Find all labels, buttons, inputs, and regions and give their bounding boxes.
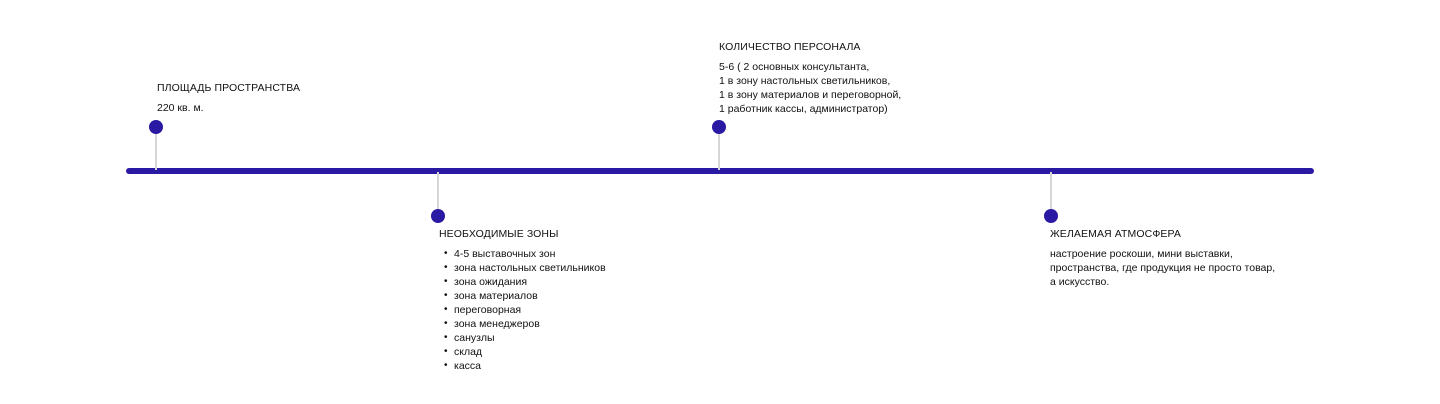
milestone-atmosphere [1050,227,1275,289]
zones-list [439,247,606,373]
bullet-icon: • [444,290,448,301]
list-item-label: зона ожидания [454,276,528,288]
list-item-label: санузлы [454,332,495,344]
milestone-staff [719,40,901,116]
list-item-label: касса [454,360,482,372]
list-item-label: зона материалов [454,290,538,302]
milestone-dot-area [149,120,163,134]
milestone-dot-staff [712,120,726,134]
bullet-icon: • [444,276,448,287]
milestone-text: пространства, где продукция не просто товар, [1050,262,1276,274]
milestone-dot-zones [431,209,445,223]
bullet-icon: • [444,248,448,259]
list-item-label: зона настольных светильников [454,262,606,274]
list-item [439,275,606,289]
bullet-icon: • [444,318,448,329]
milestone-title: КОЛИЧЕСТВО ПЕРСОНАЛА [719,41,861,53]
list-item-label: переговорная [454,304,522,316]
list-item-label: 4-5 выставочных зон [454,248,556,260]
list-item [439,247,606,261]
timeline-axis [126,168,1314,174]
milestone-text: 220 кв. м. [157,102,204,114]
milestone-title: НЕОБХОДИМЫЕ ЗОНЫ [439,228,559,240]
list-item [439,331,606,345]
milestone-text: 1 работник кассы, администратор) [719,103,888,115]
connector-zones [437,172,439,212]
milestone-title: ПЛОЩАДЬ ПРОСТРАНСТВА [157,82,301,94]
connector-atmosphere [1050,172,1052,212]
bullet-icon: • [444,332,448,343]
connector-area [155,132,157,170]
milestone-text: 1 в зону настольных светильников, [719,75,891,87]
connector-staff [718,132,720,170]
milestone-title: ЖЕЛАЕМАЯ АТМОСФЕРА [1050,228,1182,240]
bullet-icon: • [444,360,448,371]
milestone-text: 1 в зону материалов и переговорной, [719,89,902,101]
list-item-label: зона менеджеров [454,318,540,330]
list-item [439,261,606,275]
milestone-dot-atmosphere [1044,209,1058,223]
milestone-text: 5-6 ( 2 основных консультанта, [719,61,870,73]
milestone-zones [439,227,606,373]
list-item [439,303,606,317]
bullet-icon: • [444,304,448,315]
list-item [439,317,606,331]
milestone-text: а искусство. [1050,276,1110,288]
milestone-text: настроение роскоши, мини выставки, [1050,248,1233,260]
list-item [439,345,606,359]
bullet-icon: • [444,262,448,273]
list-item [439,289,606,303]
bullet-icon: • [444,346,448,357]
list-item-label: склад [454,346,483,358]
milestone-area [157,81,300,115]
list-item [439,359,606,373]
